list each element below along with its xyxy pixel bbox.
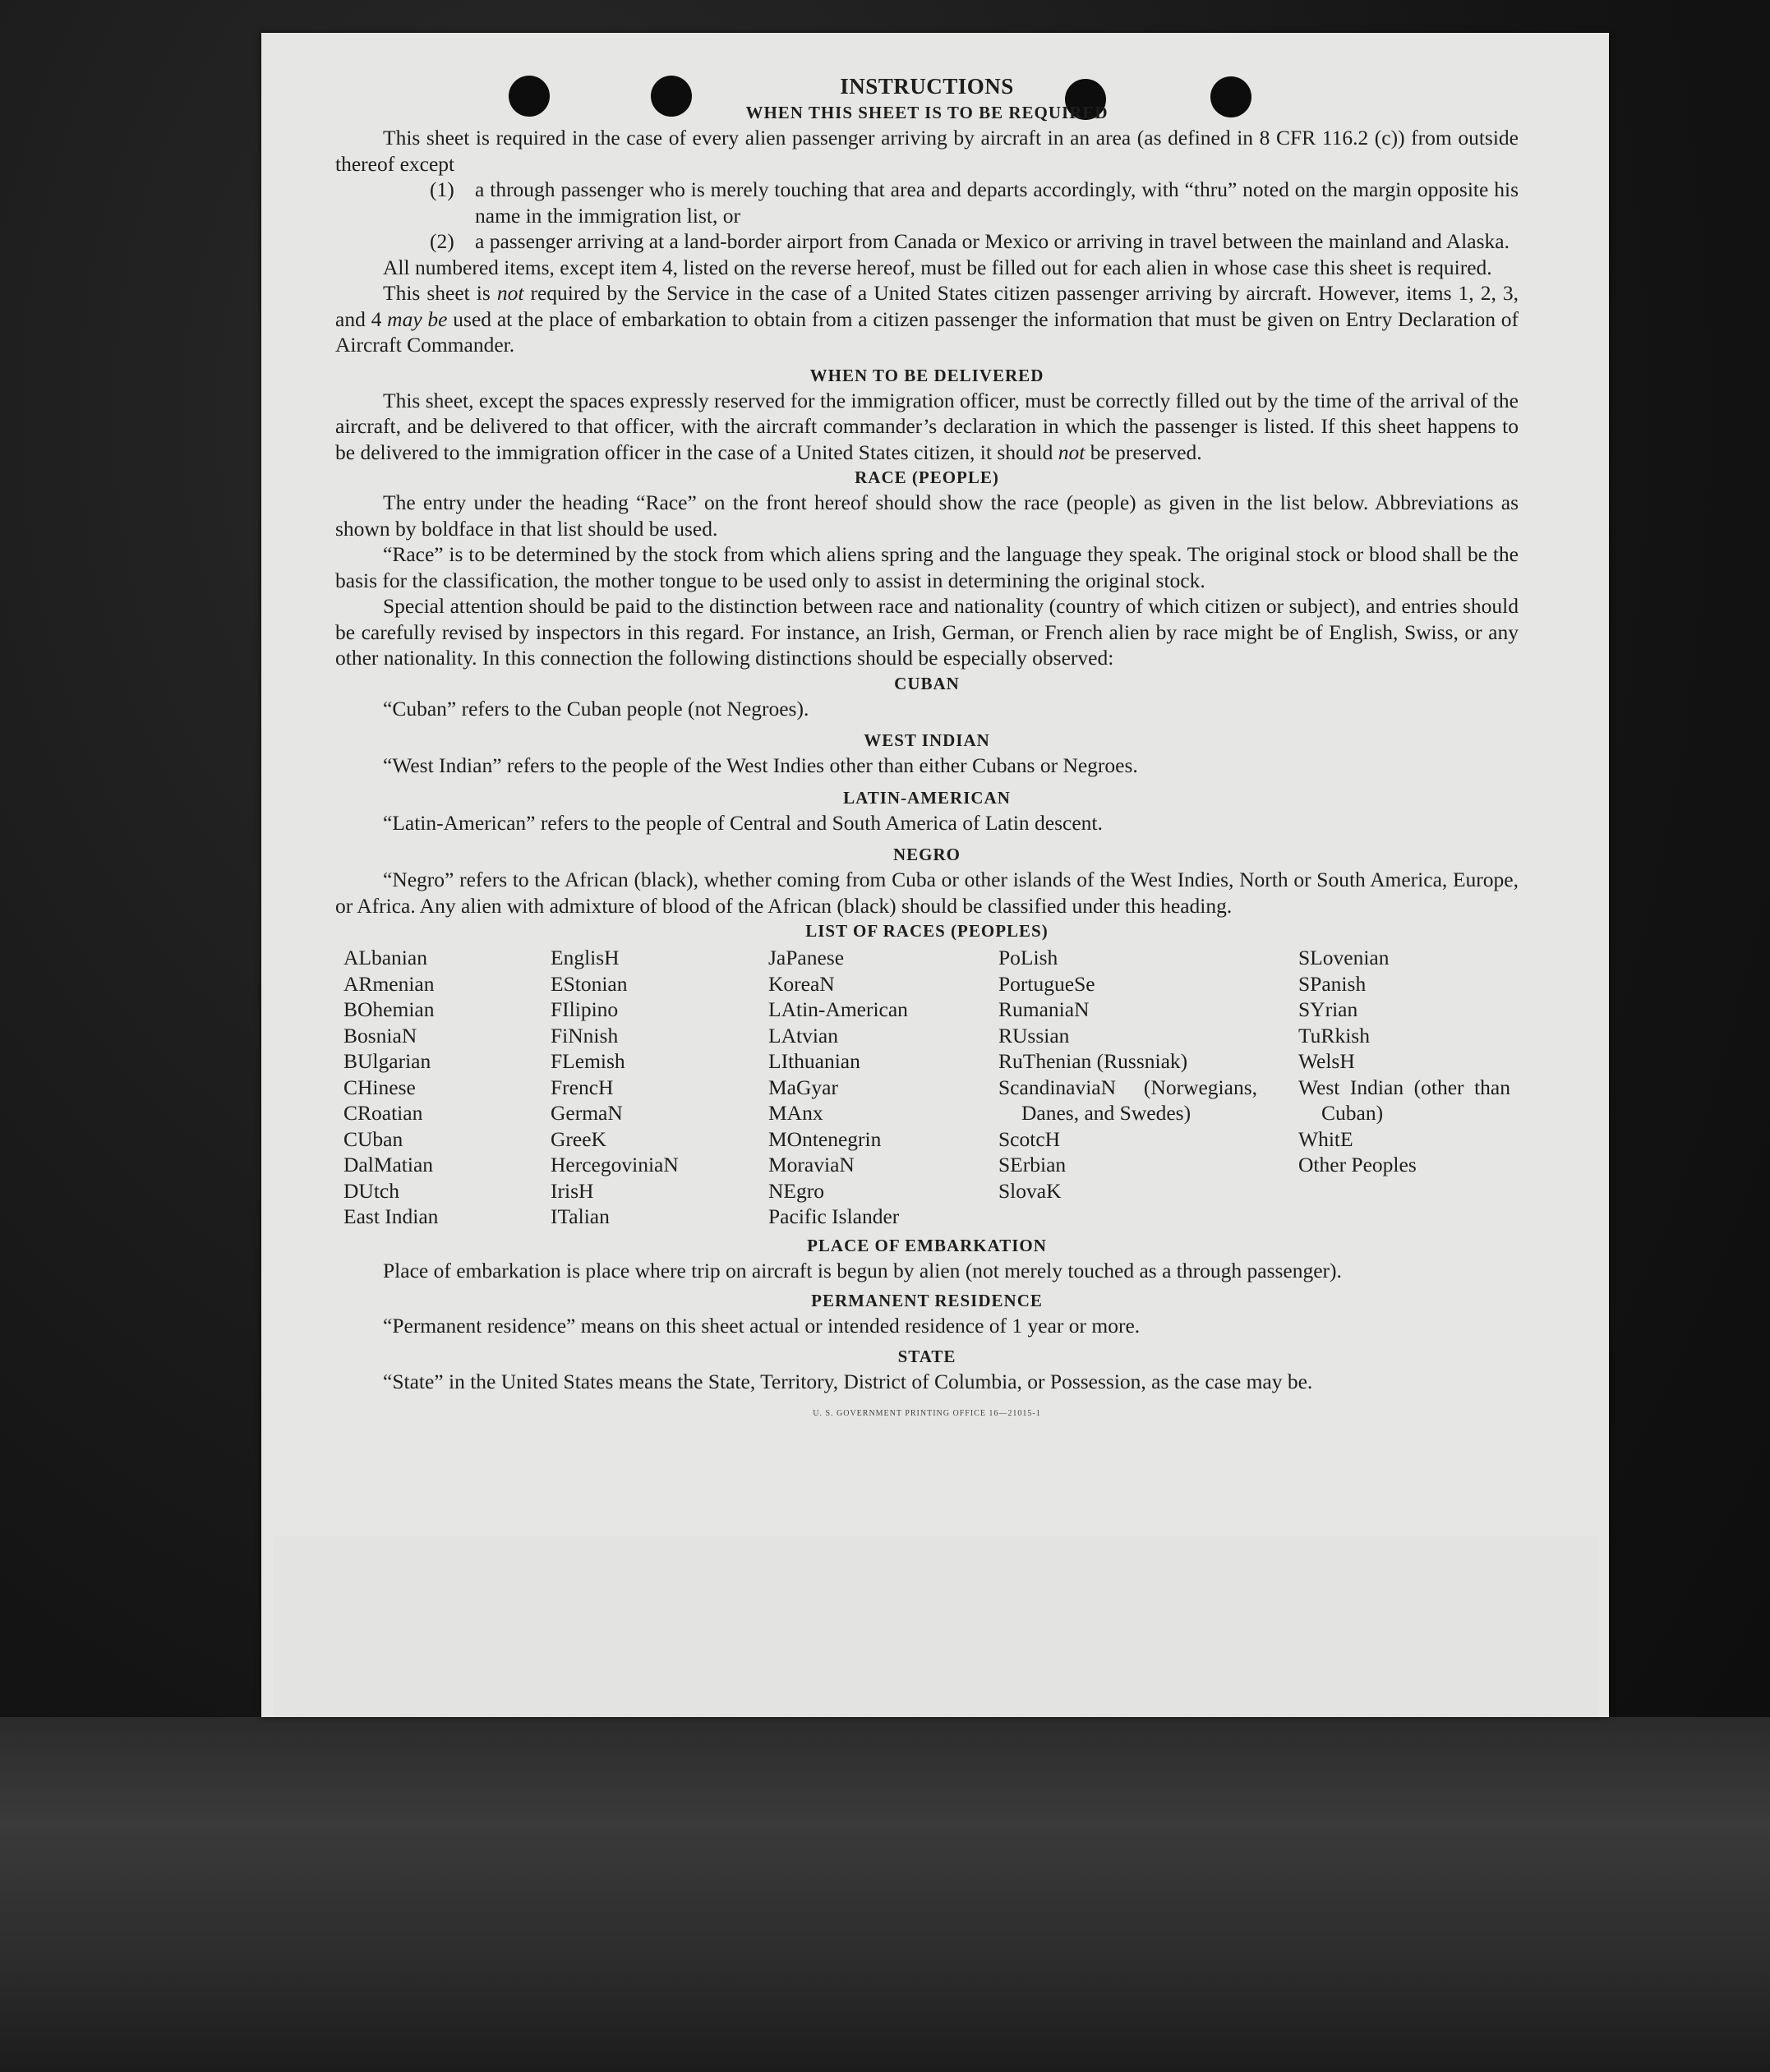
list-item-exception-1 <box>335 177 1519 228</box>
paragraph-cuban: “Cuban” refers to the Cuban people (not Negroes). <box>383 696 809 721</box>
emphasis-not: not <box>496 281 524 305</box>
paragraph-required-intro: This sheet is required in the case of every alien passenger arriving by aircraft in an area (as defined in 8 CFR 116.2 (c)) from outside thereof except <box>335 126 1519 176</box>
section-heading-when-required: WHEN THIS SHEET IS TO BE REQUIRED <box>745 103 1109 122</box>
section-heading-when-delivered: WHEN TO BE DELIVERED <box>809 365 1044 385</box>
section-heading-list-of-races: LIST OF RACES (PEOPLES) <box>805 921 1049 941</box>
text-segment: This sheet, except the spaces expressly reserved for the immigration officer, must be correctly filled out by the time of the arrival of the aircraft, and be delivered to that officer, with the aircraft commander’s declaration in which the passenger is listed. If this sheet happens to be delivered to the immigration officer in the case of a United States citizen, it should <box>335 388 1519 464</box>
text-segment: be preserved. <box>1085 440 1202 464</box>
section-heading-state: STATE <box>897 1346 956 1366</box>
race-entry: BUlgarian <box>343 1049 431 1073</box>
paragraph-west-indian: “West Indian” refers to the people of the West Indies other than either Cubans or Negroes. <box>383 753 1138 777</box>
race-entry: IrisH <box>551 1178 594 1203</box>
race-entry: RuThenian (Russniak) <box>998 1049 1188 1073</box>
race-entry: EStonian <box>551 971 628 996</box>
races-table <box>343 945 1519 1230</box>
race-entry: DalMatian <box>343 1153 434 1176</box>
race-entry: SLovenian <box>1298 946 1390 969</box>
race-entry: KoreaN <box>768 971 835 996</box>
paragraph-numbered-items: All numbered items, except item 4, listed on the reverse hereof, must be filled out for each alien in whose case this sheet is required. <box>383 255 1492 279</box>
text-segment: used at the place of embarkation to obtain from a citizen passenger the information that must be given on Entry Declaration of Aircraft Commander. <box>335 306 1519 357</box>
text-segment: required by the Service in the case of a United States citizen passenger arriving by aircraft. However, items 1, 2, 3, and 4 <box>335 281 1519 331</box>
race-entry: MAnx <box>768 1101 823 1125</box>
races-column-2 <box>551 945 768 1230</box>
race-entry: ARmenian <box>343 971 435 996</box>
race-entry: PortugueSe <box>998 971 1095 996</box>
list-item-text: a passenger arriving at a land-border airport from Canada or Mexico or arriving in travel between the mainland and Alaska. <box>475 229 1510 253</box>
scan-lower-area <box>0 1717 1770 2072</box>
race-entry: NEgro <box>768 1178 824 1203</box>
race-entry: FiNnish <box>551 1023 619 1048</box>
race-entry: SPanish <box>1298 971 1367 996</box>
race-entry: CRoatian <box>343 1101 423 1125</box>
race-entry: ITalian <box>551 1204 610 1228</box>
printer-imprint: U. S. GOVERNMENT PRINTING OFFICE 16—21015-1 <box>813 1409 1041 1418</box>
race-entry: TuRkish <box>1298 1023 1370 1048</box>
races-column-3 <box>768 945 998 1230</box>
list-item-text: a through passenger who is merely touching that area and departs accordingly, with “thru” noted on the margin opposite his name in the immigration list, or <box>475 177 1519 228</box>
race-entry: SlovaK <box>998 1178 1062 1203</box>
race-entry: Other Peoples <box>1298 1153 1417 1176</box>
section-heading-cuban: CUBAN <box>894 673 960 693</box>
race-entry: MaGyar <box>768 1075 838 1099</box>
paragraph-race-2: “Race” is to be determined by the stock from which aliens spring and the language they speak. The original stock or blood shall be the basis for the classification, the mother tongue to be used only to assist in determining the original stock. <box>335 542 1519 592</box>
section-heading-west-indian: WEST INDIAN <box>864 730 990 750</box>
section-heading-permanent-residence: PERMANENT RESIDENCE <box>811 1291 1043 1310</box>
section-heading-latin-american: LATIN-AMERICAN <box>843 787 1011 808</box>
list-item-number: (1) <box>430 177 454 201</box>
sheet-lower-edge <box>273 1536 1597 1717</box>
race-entry: ScotcH <box>998 1126 1061 1151</box>
section-heading-negro: NEGRO <box>892 845 961 864</box>
instructions-content <box>335 72 1519 1427</box>
race-entry: GreeK <box>551 1126 606 1151</box>
race-entry: LIthuanian <box>768 1049 860 1073</box>
list-item-exception-2 <box>335 228 1519 255</box>
list-item-number: (2) <box>430 229 454 253</box>
race-entry: PoLish <box>998 946 1058 969</box>
emphasis-not: not <box>1058 440 1086 464</box>
race-entry: JaPanese <box>768 946 845 969</box>
section-heading-place-of-embarkation: PLACE OF EMBARKATION <box>807 1235 1047 1255</box>
races-column-4 <box>998 945 1298 1230</box>
race-entry: Pacific Islander <box>768 1204 900 1228</box>
race-entry: MOntenegrin <box>768 1126 882 1151</box>
race-entry: DUtch <box>343 1178 399 1203</box>
races-column-1 <box>343 945 551 1230</box>
race-entry: East Indian <box>343 1204 439 1228</box>
race-entry: CUban <box>343 1126 403 1151</box>
race-entry: RUssian <box>998 1023 1070 1048</box>
race-entry: GermaN <box>551 1101 623 1125</box>
race-entry: LAtvian <box>768 1023 838 1048</box>
race-entry: FLemish <box>551 1049 625 1073</box>
race-entry: ALbanian <box>343 946 427 969</box>
text-segment: This sheet is <box>383 281 497 305</box>
race-entry: SYrian <box>1298 997 1358 1021</box>
paragraph-state: “State” in the United States means the State, Territory, District of Columbia, or Possession, as the case may be. <box>383 1369 1313 1393</box>
race-entry: BosniaN <box>343 1023 417 1048</box>
paragraph-permanent-residence: “Permanent residence” means on this sheet actual or intended residence of 1 year or more. <box>383 1314 1141 1338</box>
paragraph-race-3: Special attention should be paid to the distinction between race and nationality (country of which citizen or subject), and entries should be carefully revised by inspectors in this regard. For instance, an Irish, German, or French alien by race might be of English, Swiss, or any other nationality. In this connection the following distinctions should be especially observed: <box>335 594 1519 670</box>
emphasis-may-be: may be <box>387 306 448 331</box>
race-entry: EnglisH <box>551 946 620 969</box>
race-entry: WhitE <box>1298 1126 1353 1151</box>
page-title: INSTRUCTIONS <box>840 74 1014 99</box>
race-entry: ScandinaviaN (Norwegians, Danes, and Swedes) <box>998 1075 1257 1125</box>
race-entry: SErbian <box>998 1153 1067 1176</box>
paragraph-latin-american: “Latin-American” refers to the people of Central and South America of Latin descent. <box>383 810 1103 835</box>
race-entry: BOhemian <box>343 997 435 1021</box>
race-entry: West Indian (other than Cuban) <box>1298 1075 1510 1125</box>
race-entry: FrencH <box>551 1075 614 1099</box>
race-entry: WelsH <box>1298 1049 1355 1073</box>
paragraph-place-of-embarkation: Place of embarkation is place where trip on aircraft is begun by alien (not merely touched as a through passenger). <box>383 1258 1342 1282</box>
paragraph-delivery <box>335 388 1519 466</box>
race-entry: CHinese <box>343 1075 416 1099</box>
race-entry: LAtin-American <box>768 997 908 1021</box>
race-entry: HercegoviniaN <box>551 1153 679 1176</box>
race-entry: RumaniaN <box>998 997 1090 1021</box>
paragraph-race-1: The entry under the heading “Race” on the front hereof should show the race (people) as given in the list below. Abbreviations as shown by boldface in that list should be used. <box>335 490 1519 541</box>
race-entry: MoraviaN <box>768 1153 855 1176</box>
section-heading-race: RACE (PEOPLE) <box>855 467 999 487</box>
races-column-5 <box>1298 945 1510 1230</box>
paragraph-citizen <box>335 280 1519 358</box>
race-entry: FIlipino <box>551 997 619 1021</box>
paragraph-negro: “Negro” refers to the African (black), whether coming from Cuba or other islands of the West Indies, North or South America, Europe, or Africa. Any alien with admixture of blood of the African (black) should be classified under this heading. <box>335 868 1519 918</box>
